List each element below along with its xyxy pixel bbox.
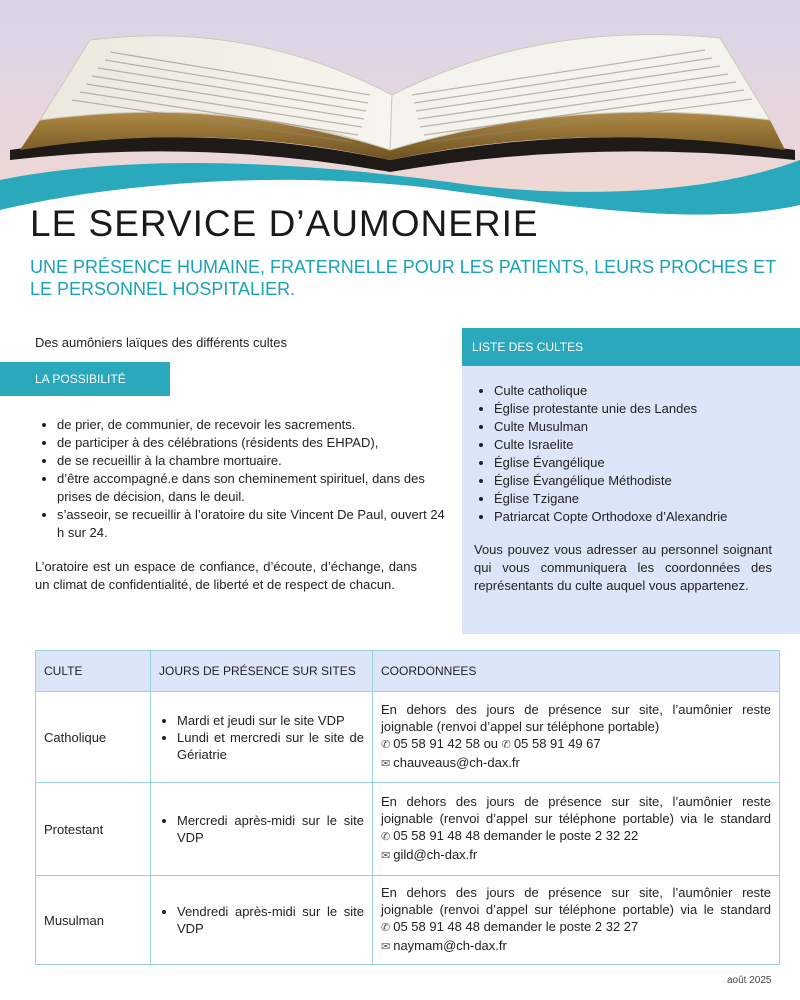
days-cell	[151, 876, 373, 965]
phone-icon: ✆	[381, 922, 391, 934]
list-item: • Vendredi après-midi sur le site VDP	[177, 903, 364, 937]
intro-text: Des aumôniers laïques des différents cultes	[35, 335, 287, 350]
days-cell	[151, 692, 373, 783]
email-link[interactable]: naymam@ch-dax.fr	[393, 938, 507, 953]
cultes-paragraph: Vous pouvez vous adresser au personnel soignant qui vous communiquera les coordonnées des représentants du culte auquel vous appartenez.	[474, 542, 772, 593]
email-link[interactable]: chauveaus@ch-dax.fr	[393, 755, 520, 770]
culte-cell: Catholique	[36, 692, 151, 783]
page-title: LE SERVICE D’AUMONERIE	[30, 203, 539, 244]
list-item: • d’être accompagné.e dans son cheminement spirituel, dans des prises de décision, dans le deuil.	[57, 470, 447, 506]
mail-icon: ✉	[381, 850, 391, 862]
page-subtitle: UNE PRÉSENCE HUMAINE, FRATERNELLE POUR LES PATIENTS, LEURS PROCHES ET LE PERSONNEL HOSPITALIER.	[30, 257, 776, 299]
column-header: CULTE	[36, 651, 151, 692]
list-item: • Mercredi après-midi sur le site VDP	[177, 812, 364, 846]
days-cell	[151, 783, 373, 876]
phone-icon: ✆	[501, 739, 511, 751]
list-item: • Église Évangélique Méthodiste	[494, 472, 800, 490]
culte-cell: Protestant	[36, 783, 151, 876]
column-header: JOURS DE PRÉSENCE SUR SITES	[151, 651, 373, 692]
phone-number: 05 58 91 42 58 ou	[393, 736, 499, 751]
cultes-panel-header: LISTE DES CULTES	[462, 328, 800, 366]
list-item: • Église Tzigane	[494, 490, 800, 508]
phone-number: 05 58 91 49 67	[513, 736, 601, 751]
list-item: • Église protestante unie des Landes	[494, 400, 800, 418]
list-item: • de prier, de communier, de recevoir les sacrements.	[57, 416, 447, 434]
phone-number: 05 58 91 48 48 demander le poste 2 32 27	[393, 919, 639, 934]
list-item: • de participer à des célébrations (résidents des EHPAD),	[57, 434, 447, 452]
coordinates-cell	[373, 692, 780, 783]
list-item: • s’asseoir, se recueillir à l’oratoire du site Vincent De Paul, ouvert 24 h sur 24.	[57, 506, 447, 542]
phone-icon: ✆	[381, 831, 391, 843]
mail-icon: ✉	[381, 941, 391, 953]
culte-cell: Musulman	[36, 876, 151, 965]
list-item: • Culte Israelite	[494, 436, 800, 454]
phone-number: 05 58 91 48 48 demander le poste 2 32 22	[393, 828, 639, 843]
presence-table	[35, 650, 780, 965]
list-item: • de se recueillir à la chambre mortuaire.	[57, 452, 447, 470]
mail-icon: ✉	[381, 758, 391, 770]
coordinates-cell	[373, 783, 780, 876]
coordinates-cell	[373, 876, 780, 965]
table-row	[36, 783, 780, 876]
phone-icon: ✆	[381, 739, 391, 751]
list-item: • Lundi et mercredi sur le site de Gériatrie	[177, 729, 364, 763]
list-item: • Patriarcat Copte Orthodoxe d’Alexandrie	[494, 508, 800, 526]
list-item: • Culte Musulman	[494, 418, 800, 436]
date-footer: août 2025	[727, 975, 772, 986]
list-item: • Culte catholique	[494, 382, 800, 400]
table-row	[36, 692, 780, 783]
table-header-row	[36, 651, 780, 692]
email-link[interactable]: gild@ch-dax.fr	[393, 847, 478, 862]
availability-note: En dehors des jours de présence sur site, l’aumônier reste joignable (renvoi d’appel sur téléphone portable) via le standard	[381, 885, 771, 917]
possibility-badge: LA POSSIBILITÉ	[0, 362, 170, 396]
availability-note: En dehors des jours de présence sur site, l’aumônier reste joignable (renvoi d’appel sur téléphone portable) via le standard	[381, 794, 771, 826]
cultes-list	[472, 382, 800, 526]
availability-note: En dehors des jours de présence sur site, l’aumônier reste joignable (renvoi d’appel sur téléphone portable)	[381, 702, 771, 734]
list-item: • Église Évangélique	[494, 454, 800, 472]
table-row	[36, 876, 780, 965]
oratoire-paragraph: L’oratoire est un espace de confiance, d’écoute, d’échange, dans un climat de confidentialité, de liberté et de respect de chacun.	[35, 559, 417, 592]
possibility-list	[35, 416, 447, 542]
column-header: COORDONNEES	[373, 651, 780, 692]
list-item: • Mardi et jeudi sur le site VDP	[177, 712, 364, 729]
